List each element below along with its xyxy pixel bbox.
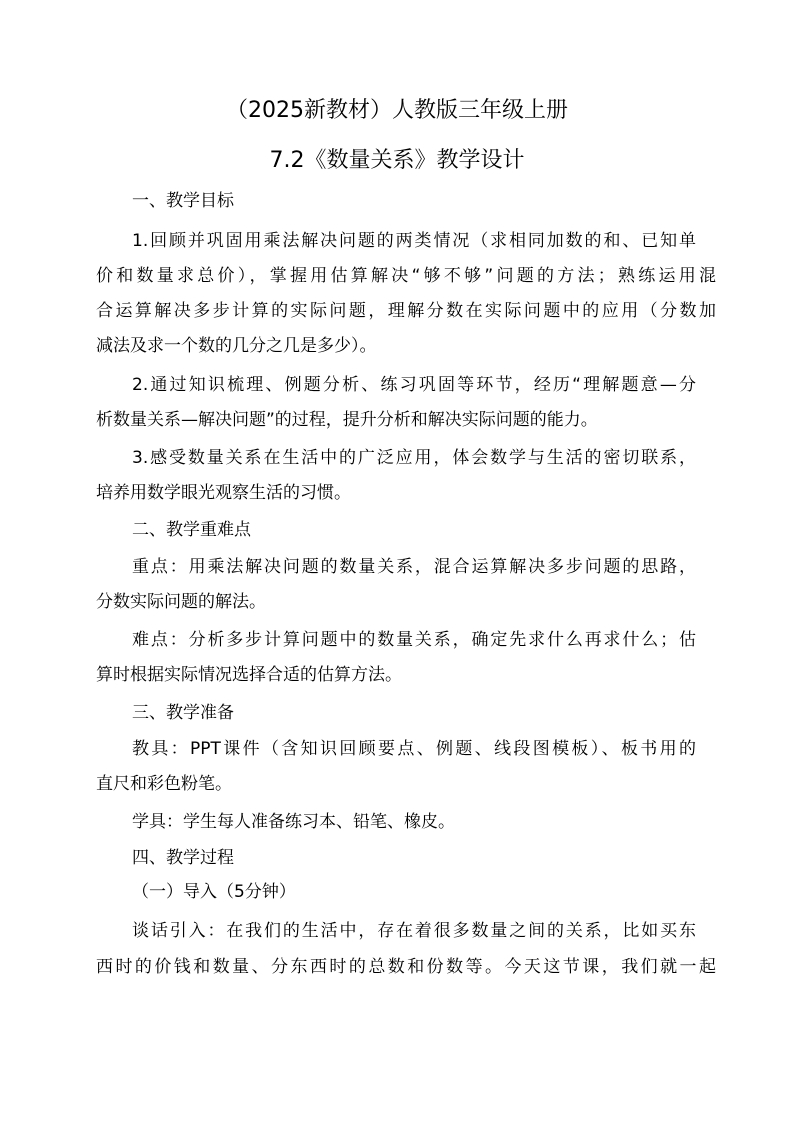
paragraph-line: 分数实际问题的解法。: [96, 592, 266, 612]
paragraph-line: 学具：学生每人准备练习本、铅笔、橡皮。: [132, 812, 455, 832]
section-heading-key-points: 二、教学重难点: [132, 520, 251, 540]
paragraph-line: 3.感受数量关系在生活中的广泛应用，体会数学与生活的密切联系，: [132, 448, 696, 468]
section-heading-process: 四、教学过程: [132, 848, 234, 868]
paragraph-line: 合运算解决多步计算的实际问题，理解分数在实际问题中的应用（分数加: [96, 301, 716, 321]
paragraph-line: 减法及求一个数的几分之几是多少）。: [96, 336, 377, 356]
paragraph-line: 西时的价钱和数量、分东西时的总数和份数等。今天这节课，我们就一起: [96, 957, 716, 977]
paragraph-line: 谈话引入：在我们的生活中，存在着很多数量之间的关系，比如买东: [132, 921, 696, 941]
section-heading-objectives: 一、教学目标: [132, 191, 234, 211]
document-title: （2025新教材）人教版三年级上册: [226, 98, 568, 123]
paragraph-line: 析数量关系—解决问题”的过程，提升分析和解决实际问题的能力。: [96, 410, 598, 430]
paragraph-line: 重点：用乘法解决问题的数量关系，混合运算解决多步问题的思路，: [132, 557, 696, 577]
paragraph-line: 直尺和彩色粉笔。: [96, 774, 232, 794]
paragraph-line: 难点：分析多步计算问题中的数量关系，确定先求什么再求什么；估: [132, 630, 696, 650]
paragraph-line: 2.通过知识梳理、例题分析、练习巩固等环节，经历“理解题意—分: [132, 375, 696, 395]
section-heading-preparation: 三、教学准备: [132, 703, 234, 723]
paragraph-line: 培养用数学眼光观察生活的习惯。: [96, 483, 351, 503]
document-subtitle: 7.2《数量关系》教学设计: [269, 148, 525, 173]
paragraph-line: 价和数量求总价），掌握用估算解决“够不够”问题的方法；熟练运用混: [96, 266, 716, 286]
paragraph-line: 1.回顾并巩固用乘法解决问题的两类情况（求相同加数的和、已知单: [132, 231, 696, 251]
paragraph-line: 算时根据实际情况选择合适的估算方法。: [96, 665, 402, 685]
paragraph-line: 教具：PPT课件（含知识回顾要点、例题、线段图模板）、板书用的: [132, 739, 696, 759]
subsection-heading-intro: （一）导入（5分钟）: [132, 882, 296, 902]
